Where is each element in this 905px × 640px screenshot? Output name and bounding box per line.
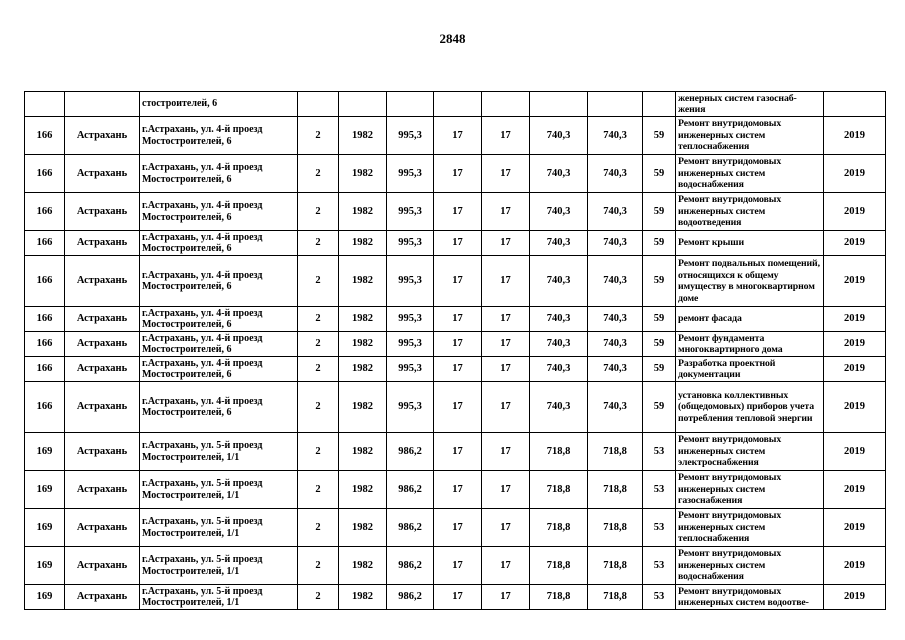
cell-residential-area: 718,8 xyxy=(588,471,643,509)
cell-plan-year xyxy=(824,92,886,117)
cell-residents: 59 xyxy=(643,231,676,256)
cell-address: г.Астрахань, ул. 4-й проезд Мостостроителей, 6 xyxy=(140,332,298,357)
cell-build-year: 1982 xyxy=(339,471,387,509)
cell-apartments-count-2: 17 xyxy=(482,547,530,585)
cell-address: г.Астрахань, ул. 4-й проезд Мостостроителей, 6 xyxy=(140,307,298,332)
cell-total-area: 986,2 xyxy=(387,547,434,585)
page-number: 2848 xyxy=(439,31,466,46)
cell-address: г.Астрахань, ул. 5-й проезд Мостостроителей, 1/1 xyxy=(140,509,298,547)
cell-total-area: 995,3 xyxy=(387,155,434,193)
cell-build-year: 1982 xyxy=(339,155,387,193)
cell-work-type: ремонт фасада xyxy=(676,307,824,332)
cell-number: 166 xyxy=(25,307,65,332)
cell-apartments-count-2: 17 xyxy=(482,256,530,307)
cell-total-area: 995,3 xyxy=(387,382,434,433)
cell-total-area xyxy=(387,92,434,117)
cell-apartments-count: 17 xyxy=(434,256,482,307)
cell-address: г.Астрахань, ул. 4-й проезд Мостостроителей, 6 xyxy=(140,382,298,433)
cell-residents xyxy=(643,92,676,117)
table-row xyxy=(25,471,886,509)
cell-apartments-count-2: 17 xyxy=(482,193,530,231)
cell-number: 169 xyxy=(25,433,65,471)
cell-number: 169 xyxy=(25,585,65,610)
cell-work-type: Ремонт внутридомовых инженерных систем водоотве- xyxy=(676,585,824,610)
cell-living-area: 740,3 xyxy=(530,256,588,307)
cell-floors: 2 xyxy=(298,471,339,509)
cell-number: 166 xyxy=(25,117,65,155)
cell-city: Астрахань xyxy=(65,433,140,471)
cell-residential-area: 718,8 xyxy=(588,509,643,547)
cell-residents: 53 xyxy=(643,471,676,509)
cell-residents: 59 xyxy=(643,332,676,357)
cell-floors: 2 xyxy=(298,307,339,332)
cell-living-area: 718,8 xyxy=(530,433,588,471)
cell-residents: 59 xyxy=(643,155,676,193)
cell-apartments-count: 17 xyxy=(434,585,482,610)
cell-residential-area: 740,3 xyxy=(588,307,643,332)
cell-build-year: 1982 xyxy=(339,509,387,547)
cell-work-type: Ремонт внутридомовых инженерных систем газоснабжения xyxy=(676,471,824,509)
cell-city: Астрахань xyxy=(65,117,140,155)
cell-residents: 53 xyxy=(643,547,676,585)
cell-apartments-count-2: 17 xyxy=(482,117,530,155)
cell-apartments-count-2: 17 xyxy=(482,307,530,332)
cell-work-type: Ремонт фундамента многоквартирного дома xyxy=(676,332,824,357)
cell-work-type: Ремонт крыши xyxy=(676,231,824,256)
cell-total-area: 986,2 xyxy=(387,433,434,471)
cell-build-year: 1982 xyxy=(339,547,387,585)
cell-build-year: 1982 xyxy=(339,357,387,382)
cell-address: г.Астрахань, ул. 5-й проезд Мостостроителей, 1/1 xyxy=(140,585,298,610)
cell-apartments-count: 17 xyxy=(434,155,482,193)
cell-build-year: 1982 xyxy=(339,332,387,357)
cell-build-year: 1982 xyxy=(339,117,387,155)
table-row xyxy=(25,307,886,332)
cell-build-year: 1982 xyxy=(339,193,387,231)
cell-apartments-count-2: 17 xyxy=(482,357,530,382)
cell-number: 166 xyxy=(25,155,65,193)
cell-plan-year: 2019 xyxy=(824,231,886,256)
cell-work-type: Разработка проектной документации xyxy=(676,357,824,382)
cell-apartments-count-2: 17 xyxy=(482,471,530,509)
cell-residents: 59 xyxy=(643,193,676,231)
cell-build-year: 1982 xyxy=(339,256,387,307)
cell-apartments-count: 17 xyxy=(434,357,482,382)
table-row xyxy=(25,509,886,547)
cell-living-area: 740,3 xyxy=(530,117,588,155)
cell-address: г.Астрахань, ул. 5-й проезд Мостостроителей, 1/1 xyxy=(140,433,298,471)
cell-number: 166 xyxy=(25,256,65,307)
cell-number: 169 xyxy=(25,471,65,509)
cell-plan-year: 2019 xyxy=(824,332,886,357)
cell-plan-year: 2019 xyxy=(824,357,886,382)
cell-work-type: Ремонт внутридомовых инженерных систем водоотведения xyxy=(676,193,824,231)
cell-residential-area: 740,3 xyxy=(588,382,643,433)
table-row xyxy=(25,117,886,155)
cell-plan-year: 2019 xyxy=(824,193,886,231)
table-row xyxy=(25,92,886,117)
cell-apartments-count-2: 17 xyxy=(482,332,530,357)
cell-living-area: 740,3 xyxy=(530,332,588,357)
cell-plan-year: 2019 xyxy=(824,256,886,307)
table-row xyxy=(25,256,886,307)
table-row xyxy=(25,332,886,357)
cell-residential-area: 718,8 xyxy=(588,547,643,585)
cell-living-area: 740,3 xyxy=(530,193,588,231)
cell-city: Астрахань xyxy=(65,357,140,382)
cell-address: г.Астрахань, ул. 4-й проезд Мостостроителей, 6 xyxy=(140,256,298,307)
table-row xyxy=(25,585,886,610)
cell-total-area: 995,3 xyxy=(387,332,434,357)
cell-work-type: женерных систем газоснаб-жения xyxy=(676,92,824,117)
cell-address: г.Астрахань, ул. 4-й проезд Мостостроителей, 6 xyxy=(140,193,298,231)
cell-build-year: 1982 xyxy=(339,382,387,433)
cell-residents: 53 xyxy=(643,509,676,547)
table-row xyxy=(25,357,886,382)
cell-build-year: 1982 xyxy=(339,307,387,332)
cell-living-area: 740,3 xyxy=(530,155,588,193)
cell-address: г.Астрахань, ул. 4-й проезд Мостостроителей, 6 xyxy=(140,231,298,256)
cell-address: стостроителей, 6 xyxy=(140,92,298,117)
cell-residential-area: 740,3 xyxy=(588,332,643,357)
cell-city: Астрахань xyxy=(65,155,140,193)
cell-floors: 2 xyxy=(298,332,339,357)
cell-floors: 2 xyxy=(298,117,339,155)
cell-apartments-count-2: 17 xyxy=(482,382,530,433)
cell-living-area: 740,3 xyxy=(530,357,588,382)
cell-number: 166 xyxy=(25,231,65,256)
cell-apartments-count: 17 xyxy=(434,433,482,471)
cell-apartments-count xyxy=(434,92,482,117)
cell-residential-area: 740,3 xyxy=(588,357,643,382)
capital-repair-table xyxy=(24,91,886,610)
cell-residents: 59 xyxy=(643,382,676,433)
cell-floors: 2 xyxy=(298,585,339,610)
cell-address: г.Астрахань, ул. 5-й проезд Мостостроителей, 1/1 xyxy=(140,547,298,585)
cell-apartments-count: 17 xyxy=(434,509,482,547)
cell-plan-year: 2019 xyxy=(824,117,886,155)
cell-plan-year: 2019 xyxy=(824,307,886,332)
cell-number: 169 xyxy=(25,509,65,547)
cell-build-year: 1982 xyxy=(339,433,387,471)
cell-floors: 2 xyxy=(298,231,339,256)
table-row xyxy=(25,193,886,231)
cell-residential-area xyxy=(588,92,643,117)
cell-living-area: 718,8 xyxy=(530,509,588,547)
cell-floors: 2 xyxy=(298,433,339,471)
cell-total-area: 995,3 xyxy=(387,256,434,307)
cell-work-type: Ремонт внутридомовых инженерных систем теплоснабжения xyxy=(676,509,824,547)
table-row xyxy=(25,547,886,585)
cell-number: 169 xyxy=(25,547,65,585)
cell-build-year: 1982 xyxy=(339,585,387,610)
cell-residents: 59 xyxy=(643,117,676,155)
cell-total-area: 995,3 xyxy=(387,357,434,382)
cell-plan-year: 2019 xyxy=(824,585,886,610)
cell-plan-year: 2019 xyxy=(824,547,886,585)
cell-total-area: 995,3 xyxy=(387,307,434,332)
cell-city: Астрахань xyxy=(65,256,140,307)
cell-apartments-count: 17 xyxy=(434,382,482,433)
table-row xyxy=(25,433,886,471)
cell-apartments-count: 17 xyxy=(434,471,482,509)
cell-living-area: 718,8 xyxy=(530,471,588,509)
table-row xyxy=(25,231,886,256)
cell-living-area: 718,8 xyxy=(530,547,588,585)
cell-total-area: 986,2 xyxy=(387,585,434,610)
cell-work-type: Ремонт внутридомовых инженерных систем водоснабжения xyxy=(676,155,824,193)
cell-build-year: 1982 xyxy=(339,231,387,256)
cell-apartments-count-2: 17 xyxy=(482,433,530,471)
cell-plan-year: 2019 xyxy=(824,382,886,433)
cell-total-area: 986,2 xyxy=(387,509,434,547)
cell-number xyxy=(25,92,65,117)
cell-floors: 2 xyxy=(298,357,339,382)
cell-address: г.Астрахань, ул. 4-й проезд Мостостроителей, 6 xyxy=(140,357,298,382)
cell-city: Астрахань xyxy=(65,547,140,585)
cell-plan-year: 2019 xyxy=(824,471,886,509)
cell-city xyxy=(65,92,140,117)
cell-apartments-count-2: 17 xyxy=(482,155,530,193)
cell-residents: 59 xyxy=(643,357,676,382)
cell-floors: 2 xyxy=(298,509,339,547)
table-row xyxy=(25,382,886,433)
cell-city: Астрахань xyxy=(65,509,140,547)
cell-residential-area: 740,3 xyxy=(588,117,643,155)
cell-city: Астрахань xyxy=(65,471,140,509)
cell-build-year xyxy=(339,92,387,117)
cell-floors: 2 xyxy=(298,382,339,433)
cell-apartments-count-2: 17 xyxy=(482,231,530,256)
table-body xyxy=(25,92,886,610)
cell-living-area: 740,3 xyxy=(530,231,588,256)
cell-total-area: 995,3 xyxy=(387,231,434,256)
cell-apartments-count-2 xyxy=(482,92,530,117)
cell-apartments-count: 17 xyxy=(434,193,482,231)
cell-living-area: 740,3 xyxy=(530,382,588,433)
cell-city: Астрахань xyxy=(65,585,140,610)
cell-residential-area: 740,3 xyxy=(588,256,643,307)
cell-living-area: 740,3 xyxy=(530,307,588,332)
table-row xyxy=(25,155,886,193)
cell-city: Астрахань xyxy=(65,231,140,256)
cell-floors: 2 xyxy=(298,193,339,231)
cell-address: г.Астрахань, ул. 4-й проезд Мостостроителей, 6 xyxy=(140,155,298,193)
cell-residents: 59 xyxy=(643,307,676,332)
cell-residential-area: 740,3 xyxy=(588,155,643,193)
cell-living-area: 718,8 xyxy=(530,585,588,610)
cell-apartments-count: 17 xyxy=(434,117,482,155)
cell-apartments-count: 17 xyxy=(434,332,482,357)
cell-work-type: установка коллективных (общедомовых) приборов учета потребления тепловой энергии xyxy=(676,382,824,433)
cell-total-area: 995,3 xyxy=(387,117,434,155)
cell-apartments-count-2: 17 xyxy=(482,585,530,610)
cell-city: Астрахань xyxy=(65,193,140,231)
cell-plan-year: 2019 xyxy=(824,155,886,193)
cell-residents: 59 xyxy=(643,256,676,307)
cell-living-area xyxy=(530,92,588,117)
cell-number: 166 xyxy=(25,193,65,231)
cell-number: 166 xyxy=(25,332,65,357)
cell-residential-area: 740,3 xyxy=(588,193,643,231)
cell-plan-year: 2019 xyxy=(824,433,886,471)
cell-apartments-count: 17 xyxy=(434,307,482,332)
cell-number: 166 xyxy=(25,357,65,382)
cell-work-type: Ремонт подвальных помещений, относящихся к общему имуществу в многоквартирном доме xyxy=(676,256,824,307)
cell-city: Астрахань xyxy=(65,382,140,433)
cell-work-type: Ремонт внутридомовых инженерных систем электроснабжения xyxy=(676,433,824,471)
cell-apartments-count-2: 17 xyxy=(482,509,530,547)
cell-work-type: Ремонт внутридомовых инженерных систем водоснабжения xyxy=(676,547,824,585)
cell-residents: 53 xyxy=(643,433,676,471)
cell-residential-area: 718,8 xyxy=(588,433,643,471)
cell-work-type: Ремонт внутридомовых инженерных систем теплоснабжения xyxy=(676,117,824,155)
cell-residents: 53 xyxy=(643,585,676,610)
cell-city: Астрахань xyxy=(65,307,140,332)
cell-apartments-count: 17 xyxy=(434,231,482,256)
cell-city: Астрахань xyxy=(65,332,140,357)
cell-floors: 2 xyxy=(298,256,339,307)
cell-floors xyxy=(298,92,339,117)
cell-total-area: 995,3 xyxy=(387,193,434,231)
cell-number: 166 xyxy=(25,382,65,433)
cell-floors: 2 xyxy=(298,155,339,193)
cell-residential-area: 718,8 xyxy=(588,585,643,610)
cell-address: г.Астрахань, ул. 4-й проезд Мостостроителей, 6 xyxy=(140,117,298,155)
cell-plan-year: 2019 xyxy=(824,509,886,547)
cell-total-area: 986,2 xyxy=(387,471,434,509)
cell-floors: 2 xyxy=(298,547,339,585)
cell-residential-area: 740,3 xyxy=(588,231,643,256)
cell-apartments-count: 17 xyxy=(434,547,482,585)
cell-address: г.Астрахань, ул. 5-й проезд Мостостроителей, 1/1 xyxy=(140,471,298,509)
